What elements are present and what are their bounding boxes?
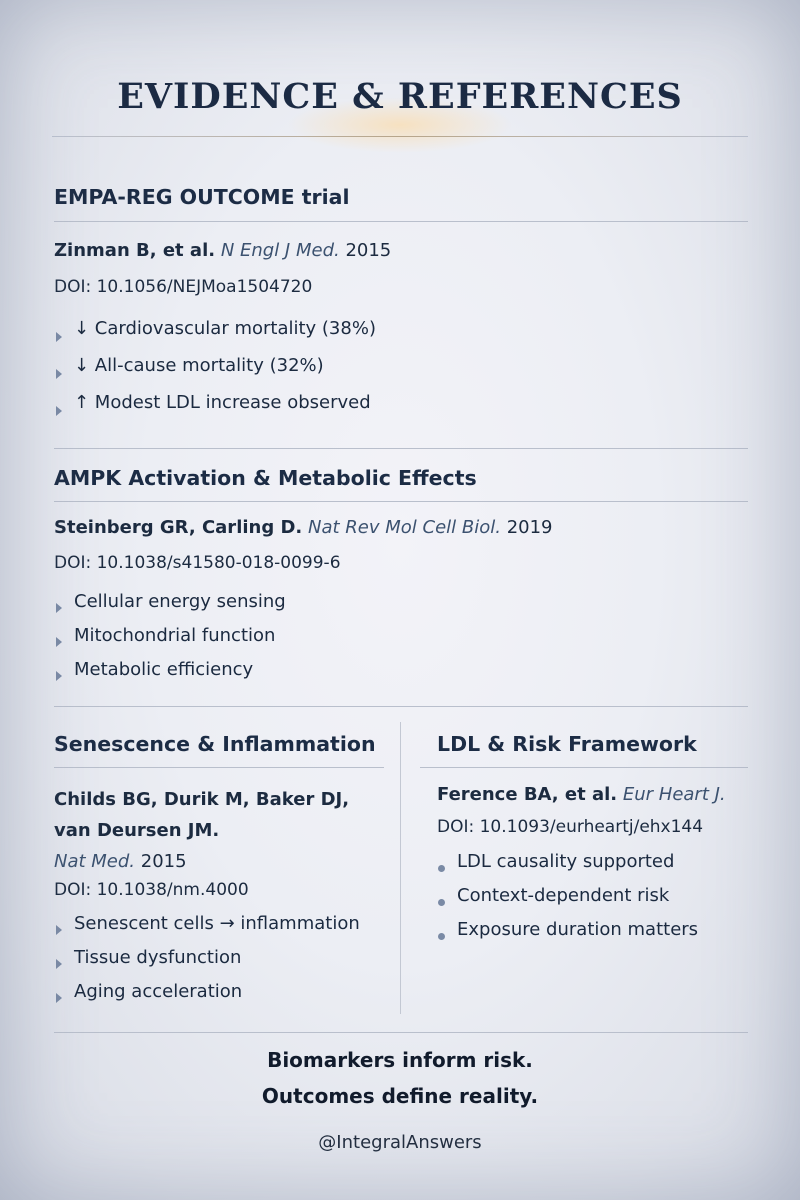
citation-year: 2019 [506,517,553,538]
citation-journal: N Engl J Med. [220,240,340,261]
citation-journal: Nat Rev Mol Cell Biol. [308,517,501,538]
list-item: Senescent cells → inflammation [54,913,360,947]
list-item: Tissue dysfunction [54,947,360,981]
citation-doi: DOI: 10.1093/eurheartj/ehx144 [437,817,704,837]
list-item: Aging acceleration [54,981,360,1015]
citation-authors: Steinberg GR, Carling D. [54,517,303,538]
section-empa-reg [54,187,350,208]
citation [54,784,349,877]
citation [437,784,726,805]
citation-year: 2015 [140,851,187,872]
citation-year: 2015 [345,240,392,261]
section-title: EMPA-REG OUTCOME trial [54,185,350,209]
section-divider [54,501,748,502]
list-item: ↓ All-cause mortality (32%) [54,355,376,392]
citation-authors: Childs BG, Durik M, Baker DJ, [54,789,350,810]
section-title: AMPK Activation & Metabolic Effects [54,466,477,490]
citation-journal: Nat Med. [54,851,136,872]
list-item: Exposure duration matters [437,919,698,953]
tagline-line-2: Outcomes define reality. [261,1084,539,1108]
citation-authors: Ference BA, et al. [437,784,618,805]
citation-doi: DOI: 10.1038/nm.4000 [54,880,249,900]
section-title: LDL & Risk Framework [437,732,697,756]
list-item: ↑ Modest LDL increase observed [54,392,376,429]
citation-doi: DOI: 10.1056/NEJMoa1504720 [54,277,313,297]
section-ldl-risk [437,734,697,755]
section-title: Senescence & Inflammation [54,732,376,756]
list-item: Cellular energy sensing [54,591,286,625]
section-senescence [54,734,376,755]
findings-list [437,851,698,953]
citation [54,240,391,261]
section-divider [54,221,748,222]
section-ampk [54,468,477,489]
page-title: EVIDENCE & REFERENCES [117,76,683,117]
list-item: ↓ Cardiovascular mortality (38%) [54,318,376,355]
citation-authors-cont: van Deursen JM. [54,820,220,841]
list-item: LDL causality supported [437,851,698,885]
citation-doi: DOI: 10.1038/s41580-018-0099-6 [54,553,341,573]
citation-source [54,846,349,877]
section-divider [54,706,748,707]
findings-list [54,591,286,693]
title-divider [52,136,748,137]
section-divider [54,448,748,449]
column-divider [400,722,401,1014]
list-item: Mitochondrial function [54,625,286,659]
list-item: Context-dependent risk [437,885,698,919]
citation-authors: Zinman B, et al. [54,240,216,261]
citation-journal: Eur Heart J. [622,784,726,805]
author-handle: @IntegralAnswers [318,1132,482,1153]
citation [54,517,553,538]
section-divider [54,767,384,768]
section-divider [420,767,748,768]
findings-list [54,318,376,429]
findings-list [54,913,360,1015]
section-divider [54,1032,748,1033]
list-item: Metabolic efficiency [54,659,286,693]
tagline-line-1: Biomarkers inform risk. [267,1048,533,1072]
